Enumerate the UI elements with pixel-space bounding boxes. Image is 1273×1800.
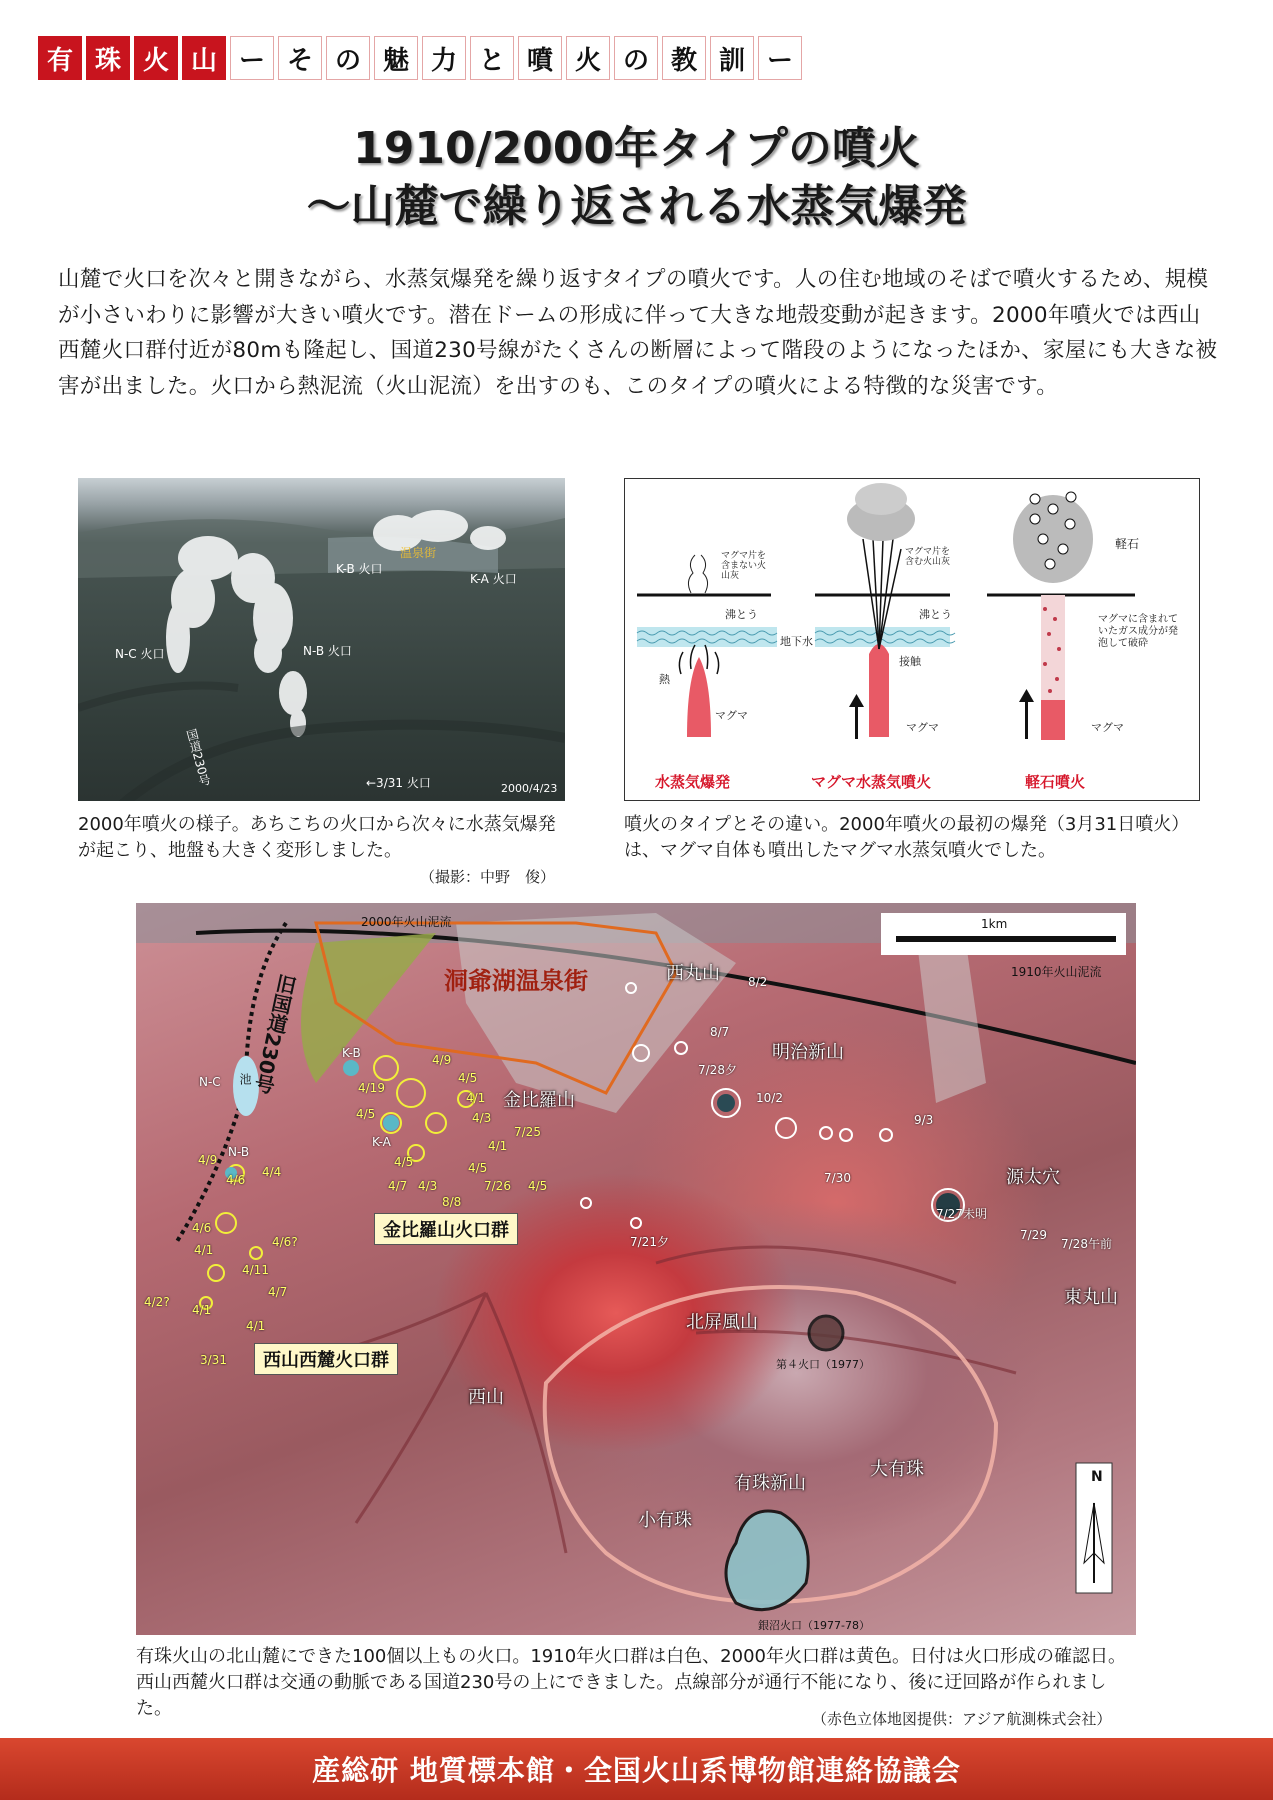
crater-ginnuma-label: 銀沼火口（1977-78）	[758, 1619, 870, 1632]
intro-paragraph: 山麓で火口を次々と開きながら、水蒸気爆発を繰り返すタイプの噴火です。人の住む地域のそばで噴火するため、規模が小さいわりに影響が大きい噴火です。潜在ドームの形成に伴って大きな地殻変動が起きます。2000年噴火では西山西麓火口群付近が80mも隆起し、国道230号線がたくさんの断層によって階段のようになったほか、家屋にも大きな被害が出ました。火口から熱泥流（火山泥流）を出すのも、このタイプの噴火による特徴的な災害です。	[58, 267, 1218, 399]
diagram-label-magma-3: マグマ	[1091, 721, 1124, 734]
banner-char: 魅	[374, 36, 418, 80]
date-label-yellow: 4/5	[528, 1179, 548, 1193]
photo-label-nc: N-C 火口	[115, 647, 165, 661]
code-ka: K-A	[372, 1135, 391, 1149]
date-label-yellow: 4/9	[432, 1053, 452, 1067]
banner-char: 教	[662, 36, 706, 80]
diagram-label-frag-yes: マグマ片を含む火山灰	[905, 547, 951, 567]
date-label-white: 7/29	[1020, 1228, 1047, 1242]
north-label: N	[1091, 1469, 1103, 1485]
relief-map	[136, 903, 1136, 1635]
photo-label-onsen: 温泉街	[400, 546, 437, 560]
map-caption: 有珠火山の北山麓にできた100個以上もの火口。1910年火口群は白色、2000年火口群は黄色。日付は火口形成の確認日。西山西麓火口群は交通の動脈である国道230号の上にできました。点線部分が通行不能になり、後に迂回路が作られました。	[136, 1646, 1126, 1719]
date-label-white: 7/30	[824, 1171, 851, 1185]
footer-bar: 産総研 地質標本館・全国火山系博物館連絡協議会	[0, 1738, 1273, 1800]
date-label-yellow: 4/1	[246, 1319, 266, 1333]
place-kousu: 小有珠	[638, 1510, 692, 1531]
date-label-yellow: 4/1	[192, 1303, 212, 1317]
eruption-photo	[78, 478, 565, 801]
photo-illustration	[78, 478, 565, 801]
diagram-label-heat: 熱	[659, 673, 670, 686]
onsen-town-label: 洞爺湖温泉街	[444, 967, 588, 995]
banner-char: そ	[278, 36, 322, 80]
place-konpirayama: 金比羅山	[503, 1090, 575, 1111]
place-oousu: 大有珠	[870, 1459, 924, 1480]
date-label-yellow: 4/5	[458, 1071, 478, 1085]
date-label-white: 7/21夕	[630, 1235, 669, 1249]
banner-char: 山	[182, 36, 226, 80]
date-label-yellow: 4/5	[356, 1107, 376, 1121]
pond-label: 池	[238, 1073, 252, 1085]
diagram-type-phreatomagmatic: マグマ水蒸気噴火	[811, 773, 932, 791]
crater-4-label: 第４火口（1977）	[776, 1358, 870, 1371]
date-label-yellow: 3/31	[200, 1353, 227, 1367]
date-label-yellow: 4/5	[394, 1155, 414, 1169]
banner-char: の	[614, 36, 658, 80]
photo-label-nb: N-B 火口	[303, 644, 352, 658]
crater-group-nishiyama: 西山西麓火口群	[254, 1343, 398, 1375]
code-nb: N-B	[228, 1145, 250, 1159]
date-label-yellow: 7/25	[514, 1125, 541, 1139]
place-kitabyobuyama: 北屏風山	[686, 1312, 758, 1333]
date-label-white: 7/28夕	[698, 1063, 737, 1077]
diagram-label-magma-2: マグマ	[906, 721, 939, 734]
title-line-2: 〜山麓で繰り返される水蒸気爆発	[306, 181, 967, 232]
date-label-white: 8/7	[710, 1025, 730, 1039]
diagram-type-plinian: 軽石噴火	[1025, 773, 1086, 791]
date-label-yellow: 4/1	[194, 1243, 214, 1257]
map-credit: （赤色立体地図提供：アジア航測株式会社）	[812, 1710, 1112, 1728]
diagram-label-boil-2: 沸とう	[919, 608, 952, 621]
banner-char: 訓	[710, 36, 754, 80]
photo-date: 2000/4/23	[501, 782, 558, 795]
date-label-yellow: 7/26	[484, 1179, 511, 1193]
date-label-yellow: 4/6	[192, 1221, 212, 1235]
photo-credit: （撮影：中野 俊）	[420, 868, 556, 886]
code-nc: N-C	[199, 1075, 221, 1089]
place-higashimaruyama: 東丸山	[1064, 1287, 1118, 1308]
date-label-white: 7/27未明	[936, 1207, 987, 1221]
banner-char: ー	[230, 36, 274, 80]
diagram-label-magma-1: マグマ	[715, 709, 748, 722]
diagram-label-frag-no: マグマ片を含まない火山灰	[721, 551, 767, 581]
place-meijishinzan: 明治新山	[772, 1042, 844, 1063]
date-label-yellow: 4/1	[488, 1139, 508, 1153]
banner-char: と	[470, 36, 514, 80]
diagram-label-boil-1: 沸とう	[725, 608, 758, 621]
banner-char: 力	[422, 36, 466, 80]
date-label-yellow: 4/6	[226, 1173, 246, 1187]
diagram-label-contact: 接触	[899, 655, 921, 668]
route-old-label: 旧国道230号	[249, 971, 299, 1096]
date-label-white: 9/3	[914, 1113, 934, 1127]
date-label-yellow: 4/7	[268, 1285, 288, 1299]
diagram-label-groundwater: 地下水	[780, 635, 813, 648]
date-label-yellow: 4/19	[358, 1081, 385, 1095]
place-gentaana: 源太穴	[1006, 1167, 1060, 1188]
photo-label-ka: K-A 火口	[470, 572, 517, 586]
eruption-types-diagram	[624, 478, 1200, 801]
place-nishimaruyama: 西丸山	[666, 963, 720, 984]
map-scale-label: 1km	[981, 917, 1008, 931]
date-label-white: 7/28午前	[1061, 1237, 1112, 1251]
diagram-label-gas: マグマに含まれていたガス成分が発泡して破砕	[1098, 614, 1178, 649]
date-label-yellow: 4/11	[242, 1263, 269, 1277]
banner-char: 有	[38, 36, 82, 80]
diagram-caption: 噴火のタイプとその違い。2000年噴火の最初の爆発（3月31日噴火）は、マグマ自体も噴出したマグマ水蒸気噴火でした。	[624, 814, 1190, 861]
date-label-yellow: 4/3	[418, 1179, 438, 1193]
header-banner	[38, 36, 802, 80]
date-label-yellow: 4/1	[466, 1091, 486, 1105]
banner-char: 噴	[518, 36, 562, 80]
date-label-yellow: 8/8	[442, 1195, 462, 1209]
date-label-white: 8/2	[748, 975, 768, 989]
photo-label-route: 国道230号	[183, 727, 213, 788]
banner-char: の	[326, 36, 370, 80]
diagram-label-pumice: 軽石	[1115, 537, 1140, 551]
title-line-1: 1910/2000年タイプの噴火	[353, 123, 920, 174]
crater-group-konpira: 金比羅山火口群	[374, 1213, 518, 1245]
photo-label-kb: K-B 火口	[336, 562, 383, 576]
date-label-yellow: 4/6?	[272, 1235, 298, 1249]
banner-char: 珠	[86, 36, 130, 80]
date-label-yellow: 4/7	[388, 1179, 408, 1193]
diagram-type-phreatic: 水蒸気爆発	[655, 773, 731, 791]
photo-caption: 2000年噴火の様子。あちこちの火口から次々に水蒸気爆発が起こり、地盤も大きく変形しました。	[78, 814, 556, 861]
banner-char: ー	[758, 36, 802, 80]
banner-char: 火	[566, 36, 610, 80]
date-label-yellow: 4/9	[198, 1153, 218, 1167]
date-label-yellow: 4/3	[472, 1111, 492, 1125]
date-label-yellow: 4/2?	[144, 1295, 170, 1309]
date-label-yellow: 4/4	[262, 1165, 282, 1179]
date-label-white: 10/2	[756, 1091, 783, 1105]
code-kb: K-B	[342, 1046, 361, 1060]
mudflow-1910-label: 1910年火山泥流	[1011, 965, 1102, 979]
banner-char: 火	[134, 36, 178, 80]
place-usushinzan: 有珠新山	[734, 1473, 806, 1494]
place-nishiyama: 西山	[468, 1387, 504, 1408]
page-title	[0, 120, 1273, 236]
photo-label-331: ←3/31 火口	[366, 776, 431, 790]
mudflow-2000-label: 2000年火山泥流	[361, 915, 452, 929]
date-label-yellow: 4/5	[468, 1161, 488, 1175]
